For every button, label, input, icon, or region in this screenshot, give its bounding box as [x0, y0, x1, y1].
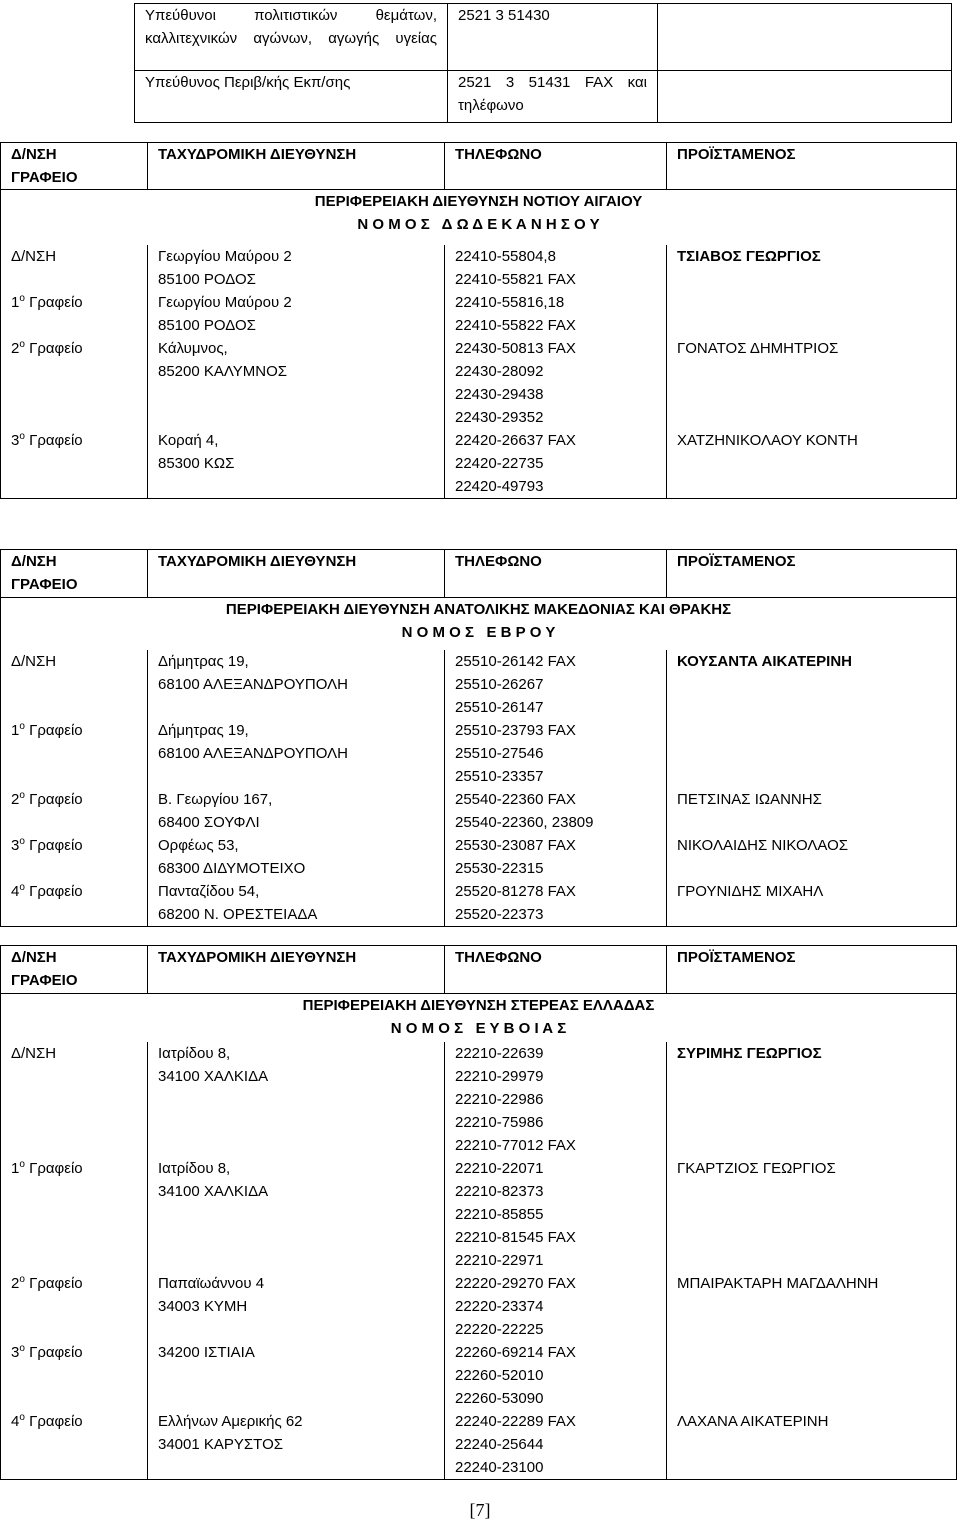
header-address: ΤΑΧΥΔΡΟΜΙΚΗ ΔΙΕΥΘΥΝΣΗ — [148, 550, 445, 598]
office-cell — [1, 245, 148, 291]
top-row2-empty — [658, 71, 952, 123]
phone-cell — [445, 1042, 667, 1157]
head-name — [667, 1341, 957, 1410]
phone-number: 22210-22986 — [455, 1090, 544, 1108]
office-cell — [1, 1410, 148, 1480]
phone-number: 22210-22071 — [455, 1159, 544, 1177]
header-office-line2: ΓΡΑΦΕΙΟ — [11, 576, 78, 593]
office-row — [1, 834, 957, 880]
office-cell — [1, 880, 148, 927]
head-name: ΜΠΑΙΡΑΚΤΑΡΗ ΜΑΓΔΑΛΗΝΗ — [667, 1272, 957, 1341]
office-number: 4 — [11, 1412, 20, 1430]
address-cell — [148, 880, 445, 927]
office-label: Γραφείο — [29, 431, 83, 449]
phone-number: 22240-22289 FAX — [455, 1412, 576, 1430]
address-cell — [148, 788, 445, 834]
head-name: ΝΙΚΟΛΑΙΔΗΣ ΝΙΚΟΛΑΟΣ — [667, 834, 957, 880]
header-office-line1: Δ/ΝΣΗ — [11, 553, 57, 570]
address-cell — [148, 245, 445, 291]
phone-cell — [445, 245, 667, 291]
office-row — [1, 291, 957, 337]
phone-number: 25510-26267 — [455, 675, 544, 693]
office-row — [1, 1341, 957, 1410]
address-line: Ελλήνων Αμερικής 62 — [158, 1412, 303, 1430]
region-title-cell — [1, 994, 957, 1042]
phone-cell — [445, 1272, 667, 1341]
office-cell — [1, 719, 148, 788]
head-name: ΣΥΡΙΜΗΣ ΓΕΩΡΓΙΟΣ — [667, 1042, 957, 1157]
address-line: 68400 ΣΟΥΦΛΙ — [158, 813, 260, 831]
address-cell — [148, 650, 445, 719]
phone-number: 22240-23100 — [455, 1458, 544, 1476]
office-label: Γραφείο — [29, 882, 83, 900]
phone-number: 22430-29438 — [455, 385, 544, 403]
office-row — [1, 429, 957, 499]
address-line: Ιατρίδου 8, — [158, 1159, 231, 1177]
office-row — [1, 245, 957, 291]
office-cell — [1, 1042, 148, 1157]
address-cell — [148, 834, 445, 880]
phone-number: 22410-55822 FAX — [455, 316, 576, 334]
header-phone: ΤΗΛΕΦΩΝΟ — [445, 143, 667, 190]
phone-number: 25520-22373 — [455, 905, 544, 923]
office-label: Δ/ΝΣΗ — [11, 247, 57, 265]
head-name: ΓΡΟΥΝΙΔΗΣ ΜΙΧΑΗΛ — [667, 880, 957, 927]
phone-number: 25510-26142 FAX — [455, 652, 576, 670]
phone-cell — [445, 788, 667, 834]
prefecture-name: Ν Ο Μ Ο Σ Δ Ω Δ Ε Κ Α Ν Η Σ Ο Υ — [357, 216, 600, 233]
address-line: 85200 ΚΑΛΥΜΝΟΣ — [158, 362, 288, 380]
address-line: 34001 ΚΑΡΥΣΤΟΣ — [158, 1435, 284, 1453]
office-cell — [1, 1272, 148, 1341]
head-name — [667, 291, 957, 337]
phone-cell — [445, 834, 667, 880]
phone-cell — [445, 1410, 667, 1480]
phone-number: 22210-82373 — [455, 1182, 544, 1200]
head-name: ΧΑΤΖΗΝΙΚΟΛΑΟΥ ΚΟΝΤΗ — [667, 429, 957, 499]
address-cell — [148, 429, 445, 499]
office-cell — [1, 291, 148, 337]
phone-number: 25530-22315 — [455, 859, 544, 877]
phone-cell — [445, 429, 667, 499]
address-line: Ορφέως 53, — [158, 836, 239, 854]
address-line: Παπαϊωάννου 4 — [158, 1274, 265, 1292]
address-line: 34100 ΧΑΛΚΙΔΑ — [158, 1067, 269, 1085]
header-office-line1: Δ/ΝΣΗ — [11, 949, 57, 966]
address-line: Δήμητρας 19, — [158, 652, 249, 670]
address-line: Β. Γεωργίου 167, — [158, 790, 273, 808]
header-head: ΠΡΟΪΣΤΑΜΕΝΟΣ — [667, 946, 957, 994]
header-office-line2: ΓΡΑΦΕΙΟ — [11, 169, 78, 186]
phone-number: 22210-29979 — [455, 1067, 544, 1085]
office-label: Γραφείο — [29, 836, 83, 854]
header-head: ΠΡΟΪΣΤΑΜΕΝΟΣ — [667, 550, 957, 598]
head-name: ΓΟΝΑΤΟΣ ΔΗΜΗΤΡΙΟΣ — [667, 337, 957, 429]
phone-number: 22220-29270 FAX — [455, 1274, 576, 1292]
header-office-line1: Δ/ΝΣΗ — [11, 146, 57, 163]
phone-number: 22210-81545 FAX — [455, 1228, 576, 1246]
address-cell — [148, 1042, 445, 1157]
address-line: 68200 Ν. ΟΡΕΣΤΕΙΑΔΑ — [158, 905, 318, 923]
phone-number: 22410-55804,8 — [455, 247, 556, 265]
office-number: 3 — [11, 431, 20, 449]
office-number: 4 — [11, 882, 20, 900]
office-label: Δ/ΝΣΗ — [11, 652, 57, 670]
office-number: 1 — [11, 721, 20, 739]
office-ordinal: ο — [19, 881, 25, 893]
header-office — [1, 143, 148, 190]
address-line: Γεωργίου Μαύρου 2 — [158, 247, 292, 265]
office-row — [1, 1157, 957, 1272]
top-row2-label: Υπεύθυνος Περιβ/κής Εκπ/σης — [135, 71, 448, 123]
prefecture-name: Ν Ο Μ Ο Σ Ε Υ Β Ο Ι Α Σ — [390, 1020, 567, 1037]
office-row — [1, 719, 957, 788]
office-ordinal: ο — [19, 720, 25, 732]
office-number: 2 — [11, 1274, 20, 1292]
phone-number: 22210-77012 FAX — [455, 1136, 576, 1154]
address-line: 34100 ΧΑΛΚΙΔΑ — [158, 1182, 269, 1200]
phone-number: 22210-75986 — [455, 1113, 544, 1131]
address-cell — [148, 1410, 445, 1480]
address-cell — [148, 1157, 445, 1272]
office-number: 2 — [11, 790, 20, 808]
header-office — [1, 550, 148, 598]
phone-number: 22220-23374 — [455, 1297, 544, 1315]
office-number: 1 — [11, 1159, 20, 1177]
address-line: 68100 ΑΛΕΞΑΝΔΡΟΥΠΟΛΗ — [158, 744, 348, 762]
address-line: Πανταζίδου 54, — [158, 882, 260, 900]
phone-number: 22420-22735 — [455, 454, 544, 472]
office-label: Γραφείο — [29, 1159, 83, 1177]
office-label: Γραφείο — [29, 1412, 83, 1430]
phone-number: 22430-29352 — [455, 408, 544, 426]
office-cell — [1, 337, 148, 429]
office-label: Δ/ΝΣΗ — [11, 1044, 57, 1062]
phone-number: 22430-28092 — [455, 362, 544, 380]
phone-number: 22210-85855 — [455, 1205, 544, 1223]
phone-number: 22260-53090 — [455, 1389, 544, 1407]
office-ordinal: ο — [19, 430, 25, 442]
head-name: ΠΕΤΣΙΝΑΣ ΙΩΑΝΝΗΣ — [667, 788, 957, 834]
top-contacts-table — [134, 3, 952, 123]
address-cell — [148, 1272, 445, 1341]
top-row1-empty — [658, 4, 952, 71]
phone-number: 22410-55816,18 — [455, 293, 565, 311]
office-cell — [1, 1341, 148, 1410]
office-row — [1, 880, 957, 927]
office-cell — [1, 429, 148, 499]
office-label: Γραφείο — [29, 293, 83, 311]
top-row1-phone: 2521 3 51430 — [448, 4, 658, 71]
office-label: Γραφείο — [29, 1274, 83, 1292]
region-title-cell — [1, 190, 957, 245]
phone-cell — [445, 1341, 667, 1410]
address-cell — [148, 1341, 445, 1410]
head-name: ΛΑΧΑΝΑ ΑΙΚΑΤΕΡΙΝΗ — [667, 1410, 957, 1480]
phone-cell — [445, 337, 667, 429]
office-row — [1, 650, 957, 719]
top-row2-phone: 2521 3 51431 FAX και τηλέφωνο — [448, 71, 658, 123]
address-cell — [148, 337, 445, 429]
phone-number: 25510-23793 FAX — [455, 721, 576, 739]
phone-cell — [445, 1157, 667, 1272]
header-office — [1, 946, 148, 994]
office-number: 1 — [11, 293, 20, 311]
address-line: 34200 ΙΣΤΙΑΙΑ — [158, 1343, 255, 1361]
header-phone: ΤΗΛΕΦΩΝΟ — [445, 550, 667, 598]
phone-number: 22420-26637 FAX — [455, 431, 576, 449]
head-name: ΚΟΥΣΑΝΤΑ ΑΙΚΑΤΕΡΙΝΗ — [667, 650, 957, 719]
top-row1-label: Υπεύθυνοι πολιτιστικών θεμάτων, καλλιτεχνικών αγώνων, αγωγής υγείας — [135, 4, 448, 71]
phone-number: 22260-69214 FAX — [455, 1343, 576, 1361]
address-line: Δήμητρας 19, — [158, 721, 249, 739]
phone-number: 25530-23087 FAX — [455, 836, 576, 854]
office-ordinal: ο — [19, 292, 25, 304]
region-table-1 — [0, 142, 957, 499]
address-line: Κάλυμνος, — [158, 339, 228, 357]
office-cell — [1, 834, 148, 880]
address-line: Κοραή 4, — [158, 431, 219, 449]
region-title-cell — [1, 598, 957, 650]
head-name — [667, 719, 957, 788]
head-name: ΓΚΑΡΤΖΙΟΣ ΓΕΩΡΓΙΟΣ — [667, 1157, 957, 1272]
head-name: ΤΣΙΑΒΟΣ ΓΕΩΡΓΙΟΣ — [667, 245, 957, 291]
region-name: ΠΕΡΙΦΕΡΕΙΑΚΗ ΔΙΕΥΘΥΝΣΗ ΑΝΑΤΟΛΙΚΗΣ ΜΑΚΕΔΟΝΙΑΣ ΚΑΙ ΘΡΑΚΗΣ — [225, 601, 732, 618]
region-table-2 — [0, 549, 957, 927]
phone-number: 25540-22360, 23809 — [455, 813, 594, 831]
address-line: 68300 ΔΙΔΥΜΟΤΕΙΧΟ — [158, 859, 306, 877]
office-ordinal: ο — [19, 835, 25, 847]
address-line: 34003 ΚΥΜΗ — [158, 1297, 248, 1315]
office-label: Γραφείο — [29, 1343, 83, 1361]
page-number: [7] — [469, 1500, 491, 1520]
office-cell — [1, 1157, 148, 1272]
office-label: Γραφείο — [29, 790, 83, 808]
office-ordinal: ο — [19, 789, 25, 801]
phone-number: 22410-55821 FAX — [455, 270, 576, 288]
phone-number: 22430-50813 FAX — [455, 339, 576, 357]
region-name: ΠΕΡΙΦΕΡΕΙΑΚΗ ΔΙΕΥΘΥΝΣΗ ΝΟΤΙΟΥ ΑΙΓΑΙΟΥ — [314, 193, 643, 210]
phone-number: 22210-22639 — [455, 1044, 544, 1062]
region-name: ΠΕΡΙΦΕΡΕΙΑΚΗ ΔΙΕΥΘΥΝΣΗ ΣΤΕΡΕΑΣ ΕΛΛΑΔΑΣ — [302, 997, 655, 1014]
office-number: 3 — [11, 1343, 20, 1361]
phone-number: 22210-22971 — [455, 1251, 544, 1269]
phone-cell — [445, 719, 667, 788]
prefecture-name: Ν Ο Μ Ο Σ Ε Β Ρ Ο Υ — [401, 624, 556, 641]
header-head: ΠΡΟΪΣΤΑΜΕΝΟΣ — [667, 143, 957, 190]
office-label: Γραφείο — [29, 339, 83, 357]
office-row — [1, 788, 957, 834]
region-table-3 — [0, 945, 957, 1480]
phone-number: 22420-49793 — [455, 477, 544, 495]
address-line: Γεωργίου Μαύρου 2 — [158, 293, 292, 311]
phone-cell — [445, 880, 667, 927]
office-number: 2 — [11, 339, 20, 357]
address-line: Ιατρίδου 8, — [158, 1044, 231, 1062]
header-address: ΤΑΧΥΔΡΟΜΙΚΗ ΔΙΕΥΘΥΝΣΗ — [148, 143, 445, 190]
office-number: 3 — [11, 836, 20, 854]
office-ordinal: ο — [19, 1342, 25, 1354]
office-row — [1, 337, 957, 429]
office-ordinal: ο — [19, 338, 25, 350]
phone-cell — [445, 291, 667, 337]
phone-number: 22240-25644 — [455, 1435, 544, 1453]
office-row — [1, 1042, 957, 1157]
office-cell — [1, 788, 148, 834]
address-cell — [148, 719, 445, 788]
phone-number: 25520-81278 FAX — [455, 882, 576, 900]
header-office-line2: ΓΡΑΦΕΙΟ — [11, 972, 78, 989]
header-phone: ΤΗΛΕΦΩΝΟ — [445, 946, 667, 994]
office-label: Γραφείο — [29, 721, 83, 739]
office-row — [1, 1410, 957, 1480]
office-cell — [1, 650, 148, 719]
address-line: 68100 ΑΛΕΞΑΝΔΡΟΥΠΟΛΗ — [158, 675, 348, 693]
office-row — [1, 1272, 957, 1341]
phone-cell — [445, 650, 667, 719]
phone-number: 22260-52010 — [455, 1366, 544, 1384]
address-cell — [148, 291, 445, 337]
phone-number: 22220-22225 — [455, 1320, 544, 1338]
phone-number: 25510-26147 — [455, 698, 544, 716]
address-line: 85100 ΡΟΔΟΣ — [158, 316, 256, 334]
phone-number: 25510-27546 — [455, 744, 544, 762]
phone-number: 25540-22360 FAX — [455, 790, 576, 808]
phone-number: 25510-23357 — [455, 767, 544, 785]
header-address: ΤΑΧΥΔΡΟΜΙΚΗ ΔΙΕΥΘΥΝΣΗ — [148, 946, 445, 994]
office-ordinal: ο — [19, 1411, 25, 1423]
address-line: 85100 ΡΟΔΟΣ — [158, 270, 256, 288]
address-line: 85300 ΚΩΣ — [158, 454, 235, 472]
office-ordinal: ο — [19, 1158, 25, 1170]
office-ordinal: ο — [19, 1273, 25, 1285]
